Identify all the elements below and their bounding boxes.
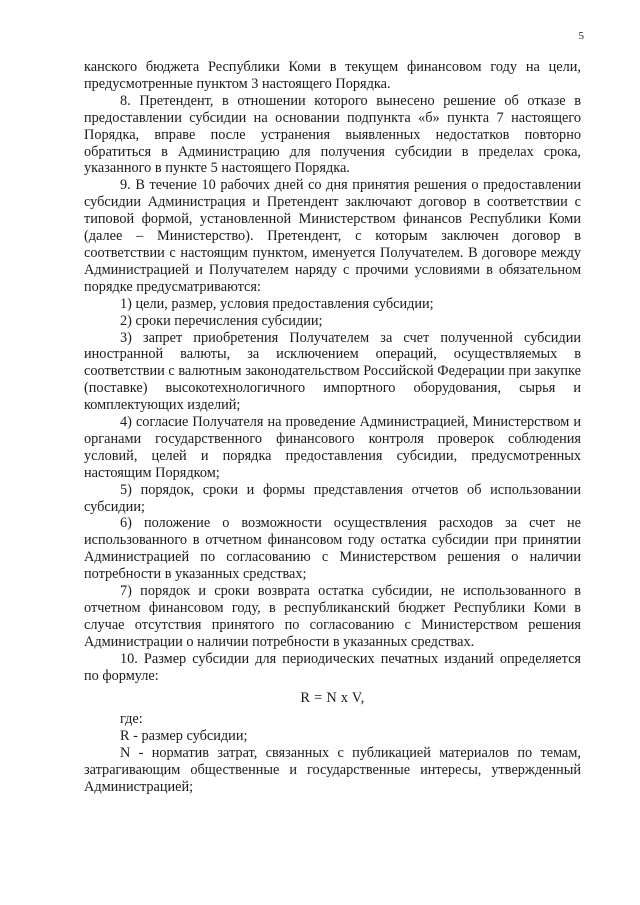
list-item-7: 7) порядок и сроки возврата остатка субсидии, не использованного в отчетном финансовом году, в республиканский бюджет Республики Коми в случае отсутствия принятого по согласованию с Министерством решения Администрации о наличии потребности в указанных средствах. [84,583,581,650]
formula: R = N x V, [300,689,365,706]
page-number: 5 [578,30,584,42]
formula-definition-n: N - норматив затрат, связанных с публикацией материалов по темам, затрагивающим общественные и государственные интересы, утвержденный Администрацией; [84,745,581,796]
formula-definition-r: R - размер субсидии; [120,728,248,745]
paragraph-item-8: 8. Претендент, в отношении которого вынесено решение об отказе в предоставлении субсидии на основании подпункта «б» пункта 7 настоящего Порядка, вправе после устранения выявленных недостатков повторно обратиться в Администрацию для получения субсидии в пределах срока, указанного в пункте 5 настоящего Порядка. [84,92,581,177]
paragraph-item-10: 10. Размер субсидии для периодических печатных изданий определяется по формуле: [84,650,581,684]
paragraph-continuation: канского бюджета Республики Коми в текущем финансовом году на цели, предусмотренные пунктом 3 настоящего Порядка. [84,59,581,92]
list-item-6: 6) положение о возможности осуществления расходов за счет не использованного в отчетном финансовом году остатка субсидии при принятии Администрацией по согласованию с Министерством решения о наличии потребности в указанных средствах; [84,515,581,583]
list-item-5: 5) порядок, сроки и формы представления отчетов об использовании субсидии; [84,481,581,515]
list-item-1: 1) цели, размер, условия предоставления субсидии; [120,295,434,312]
formula-where: где: [120,711,143,728]
document-body [84,59,581,796]
list-item-2: 2) сроки перечисления субсидии; [120,312,323,329]
paragraph-item-9: 9. В течение 10 рабочих дней со дня принятия решения о предоставлении субсидии Администрация и Претендент заключают договор в соответствии с типовой формой, установленной Министерством финансов Республики Коми (далее – Министерство). Претендент, с которым заключен договор в соответствии с настоящим пунктом, именуется Получателем. В договоре между Администрацией и Получателем наряду с прочими условиями в обязательном порядке предусматриваются: [84,177,581,295]
list-item-4: 4) согласие Получателя на проведение Администрацией, Министерством и органами государственного финансового контроля проверок соблюдения условий, целей и порядка предоставления субсидии, предусмотренных настоящим Порядком; [84,414,581,481]
list-item-3: 3) запрет приобретения Получателем за счет полученной субсидии иностранной валюты, за исключением операций, осуществляемых в соответствии с валютным законодательством Российской Федерации при закупке (поставке) высокотехнологичного импортного оборудования, сырья и комплектующих изделий; [84,329,581,414]
